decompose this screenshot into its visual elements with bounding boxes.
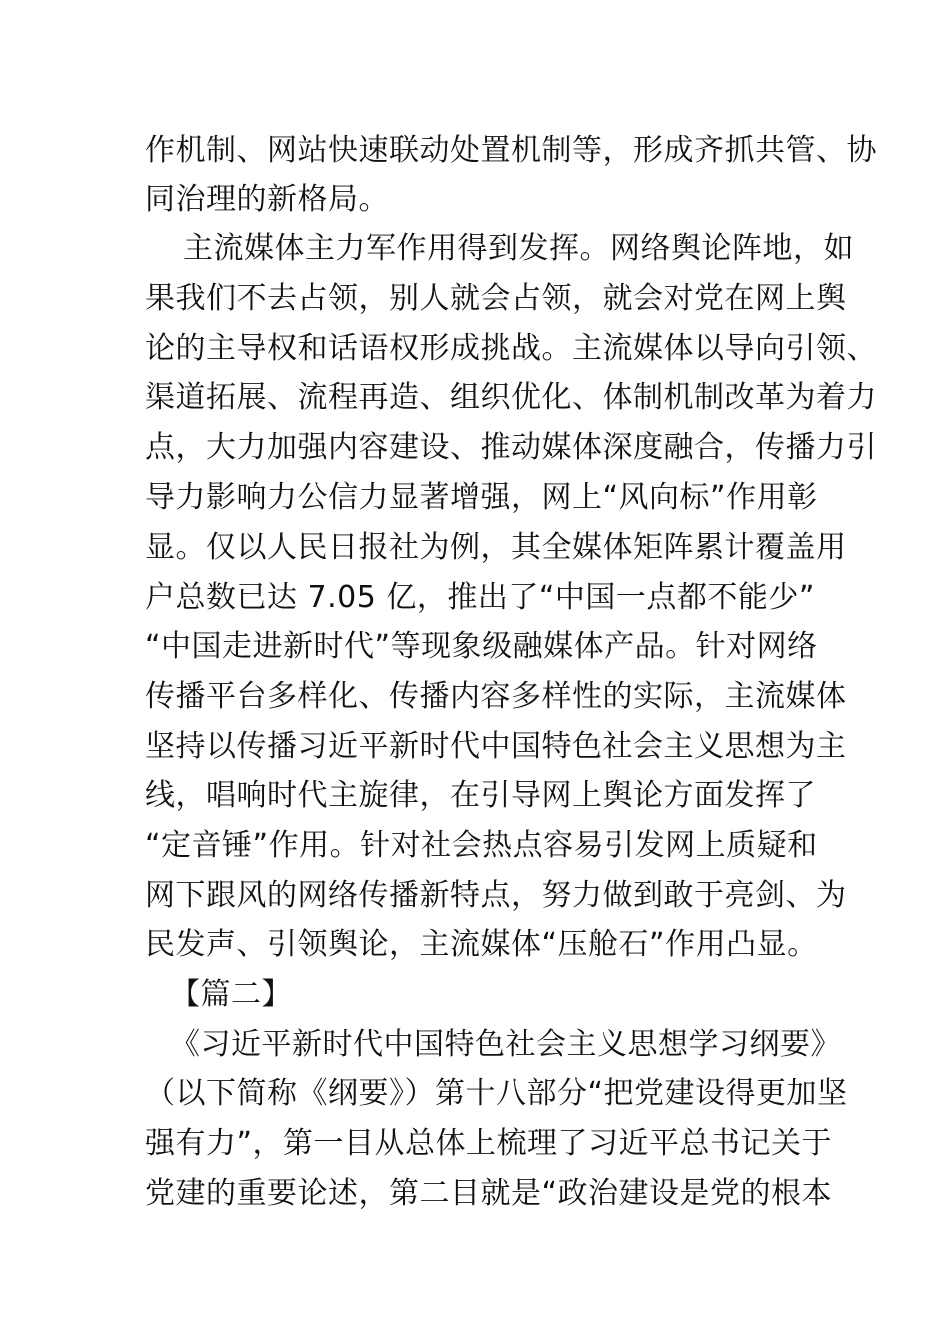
text-line: 同治理的新格局。 <box>145 182 389 217</box>
text-line: 论的主导权和话语权形成挑战。主流媒体以导向引领、 <box>145 331 877 366</box>
text-line: 户总数已达 7.05 亿，推出了“中国一点都不能少” <box>145 580 815 615</box>
text-line: （以下简称《纲要》）第十八部分“把党建设得更加坚 <box>145 1076 848 1111</box>
text-line: “中国走进新时代”等现象级融媒体产品。针对网络 <box>145 629 818 664</box>
text-line: 果我们不去占领，别人就会占领，就会对党在网上舆 <box>145 281 847 316</box>
text-line: “定音锤”作用。针对社会热点容易引发网上质疑和 <box>145 828 818 863</box>
text-line: 民发声、引领舆论，主流媒体“压舱石”作用凸显。 <box>145 927 818 962</box>
text-line: 渠道拓展、流程再造、组织优化、体制机制改革为着力 <box>145 380 877 415</box>
paragraph-start-line: 主流媒体主力军作用得到发挥。网络舆论阵地，如 <box>183 231 854 266</box>
text-line: 坚持以传播习近平新时代中国特色社会主义思想为主 <box>145 729 847 764</box>
paragraph-start-line: 《习近平新时代中国特色社会主义思想学习纲要》 <box>170 1027 841 1062</box>
text-line: 点，大力加强内容建设、推动媒体深度融合，传播力引 <box>145 430 877 465</box>
text-line: 党建的重要论述，第二目就是“政治建设是党的根本 <box>145 1176 833 1211</box>
text-line: 显。仅以人民日报社为例，其全媒体矩阵累计覆盖用 <box>145 530 847 565</box>
text-line: 线，唱响时代主旋律，在引导网上舆论方面发挥了 <box>145 778 816 813</box>
text-line: 传播平台多样化、传播内容多样性的实际，主流媒体 <box>145 679 847 714</box>
text-line: 导力影响力公信力显著增强，网上“风向标”作用彰 <box>145 480 818 515</box>
text-line: 作机制、网站快速联动处置机制等，形成齐抓共管、协 <box>145 133 877 168</box>
text-line: 网下跟风的网络传播新特点，努力做到敢于亮剑、为 <box>145 878 847 913</box>
text-line: 强有力”，第一目从总体上梳理了习近平总书记关于 <box>145 1126 833 1161</box>
section-heading: 【篇二】 <box>170 977 292 1012</box>
